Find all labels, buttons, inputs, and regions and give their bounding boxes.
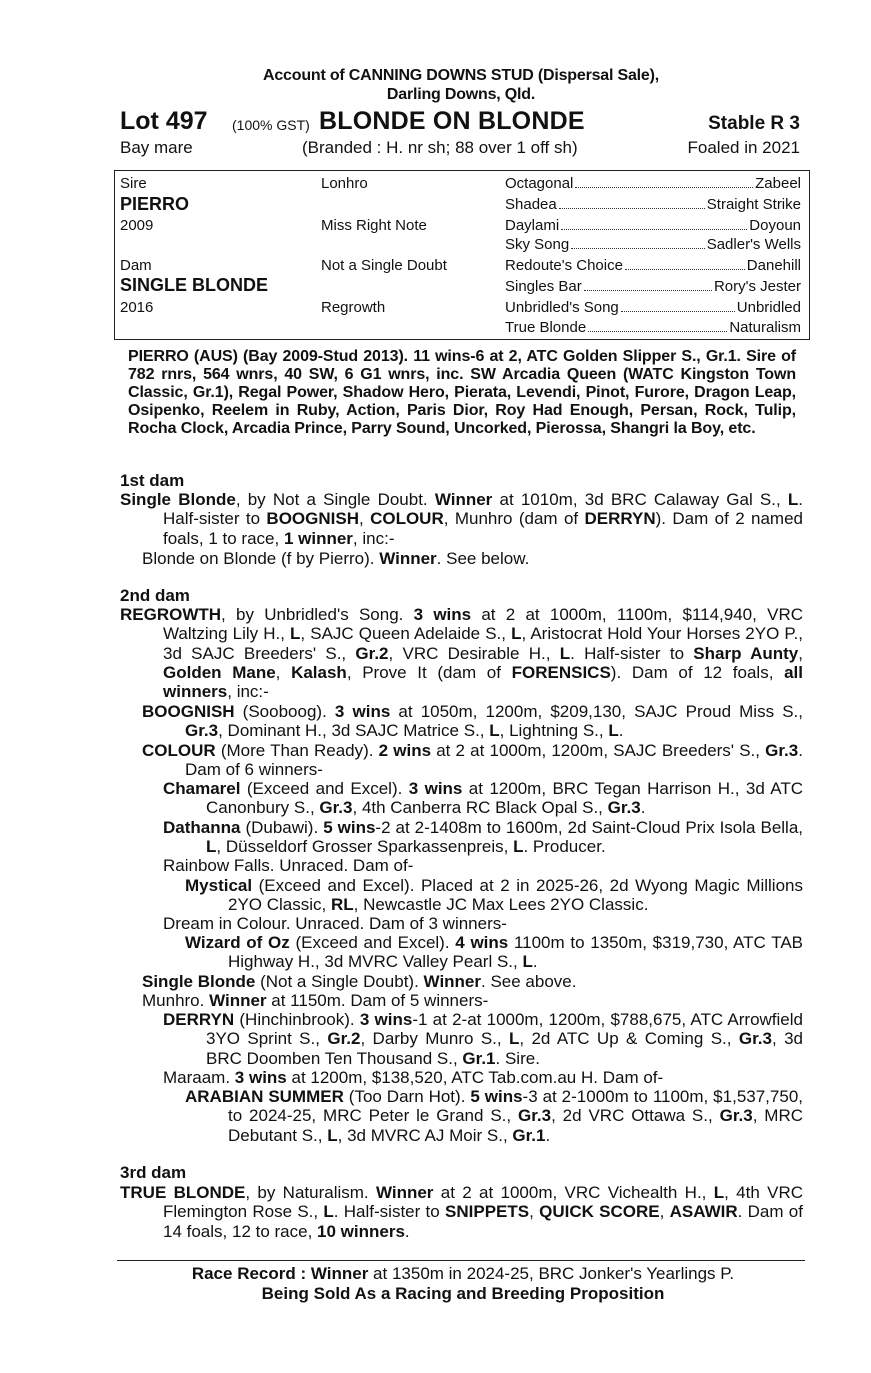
progeny-entry: Dathanna (Dubawi). 5 wins-2 at 2-1408m to 1600m, 2d Saint-Cloud Prix Isola Bella, L, Düsseldorf Grosser Sparkassenpreis, L. Producer.: [163, 818, 804, 857]
progeny-entry: BOOGNISH (Sooboog). 3 wins at 1050m, 1200m, $209,130, SAJC Proud Miss S., Gr.3, Dominant H., 3d SAJC Matrice S., L, Lightning S., L.: [142, 702, 803, 741]
horse-name: BLONDE ON BLONDE: [319, 107, 585, 135]
gen3-name: True Blonde: [505, 319, 587, 336]
gen3-sire: Naturalism: [729, 319, 801, 336]
gen3-name: Shadea: [505, 196, 557, 213]
gen3-sire: Rory's Jester: [713, 278, 801, 295]
gen3-name: Singles Bar: [505, 278, 582, 295]
first-dam-title: 1st dam: [120, 471, 185, 490]
progeny-entry: Dream in Colour. Unraced. Dam of 3 winners-: [163, 914, 507, 933]
vendor-account: [0, 66, 871, 104]
dam-label: Dam: [120, 257, 152, 274]
gen3-row: [505, 175, 801, 192]
sire-description: PIERRO (AUS) (Bay 2009-Stud 2013). 11 wins-6 at 2, ATC Golden Slipper S., Gr.1. Sire of 782 rnrs, 564 wnrs, 40 SW, 6 G1 wnrs, inc. SW Arcadia Queen (WATC Kingston Town Classic, Gr.1), Regal Power, Shadow Hero, Pierata, Levendi, Pinot, Furore, Dragon Leap, Osipenko, Reelem in Ruby, Action, Paris Dior, Roy Had Enough, Persan, Rock, Tulip, Rocha Clock, Arcadia Prince, Parry Sound, Uncorked, Pierossa, Shangri la Boy, etc.: [128, 348, 796, 437]
second-dam-paragraph: REGROWTH, by Unbridled's Song. 3 wins at 2 at 1000m, 1100m, $114,940, VRC Waltzing Lily H., L, SAJC Queen Adelaide S., L, Aristocrat Hold Your Horses 2YO P., 3d SAJC Breeders' S., Gr.2, VRC Desirable H., L. Half-sister to Sharp Aunty, Golden Mane, Kalash, Prove It (dam of FORENSICS). Dam of 12 foals, all winners, inc:-: [120, 605, 803, 702]
progeny-entry: Chamarel (Exceed and Excel). 3 wins at 1200m, BRC Tegan Harrison H., 3d ATC Canonbury S., Gr.3, 4th Canberra RC Black Opal S., Gr.3.: [163, 779, 803, 818]
dam-name: SINGLE BLONDE: [120, 275, 269, 295]
second-dam-title: 2nd dam: [120, 586, 190, 605]
progeny-entry: Mystical (Exceed and Excel). Placed at 2 in 2025-26, 2d Wyong Magic Millions 2YO Classic, RL, Newcastle JC Max Lees 2YO Classic.: [185, 876, 803, 915]
gen3-name: Daylami: [505, 217, 560, 234]
gen3-row: [505, 217, 801, 234]
sire-year: 2009: [120, 217, 154, 234]
gen3-row: [505, 196, 801, 213]
lot-line: [120, 107, 810, 137]
progeny-entry: Single Blonde (Not a Single Doubt). Winner. See above.: [142, 972, 577, 991]
gen3-sire: Unbridled: [736, 299, 801, 316]
stable-location: Stable R 3: [708, 113, 800, 134]
first-dam-progeny: Blonde on Blonde (f by Pierro). Winner. See below.: [142, 549, 530, 568]
dam-year: 2016: [120, 299, 154, 316]
gen3-name: Sky Song: [505, 236, 570, 253]
first-dam-paragraph: Single Blonde, by Not a Single Doubt. Winner at 1010m, 3d BRC Calaway Gal S., L. Half-sister to BOOGNISH, COLOUR, Munhro (dam of DERRYN). Dam of 2 named foals, 1 to race, 1 winner, inc:-: [120, 490, 804, 548]
sire-label: Sire: [120, 175, 147, 192]
dam-dam: Regrowth: [321, 299, 386, 316]
brand-info: (Branded : H. nr sh; 88 over 1 off sh): [302, 138, 578, 157]
lot-number: Lot 497: [120, 107, 208, 135]
gen3-name: Redoute's Choice: [505, 257, 623, 274]
progeny-entry: Munhro. Winner at 1150m. Dam of 5 winners-: [142, 991, 489, 1010]
sale-proposition: Being Sold As a Racing and Breeding Proposition: [261, 1284, 665, 1303]
vendor-line-2: Darling Downs, Qld.: [386, 86, 536, 103]
gen3-sire: Zabeel: [755, 175, 801, 192]
gst-note: (100% GST): [232, 117, 310, 133]
gen3-row: [505, 236, 801, 253]
progeny-entry: Wizard of Oz (Exceed and Excel). 4 wins 1100m to 1350m, $319,730, ATC TAB Highway H., 3d MVRC Valley Pearl S., L.: [185, 933, 803, 972]
gen3-row: [505, 257, 801, 274]
gen3-name: Unbridled's Song: [505, 299, 619, 316]
sire-dam: Miss Right Note: [321, 217, 427, 234]
progeny-entry: DERRYN (Hinchinbrook). 3 wins-1 at 2-at 1000m, 1200m, $788,675, ATC Arrowfield 3YO Sprint S., Gr.2, Darby Munro S., L, 2d ATC Up & Coming S., Gr.3, 3d BRC Doomben Ten Thousand S., Gr.1. Sire.: [163, 1010, 803, 1068]
gen3-name: Octagonal: [505, 175, 574, 192]
sex-colour: Bay mare: [120, 138, 193, 157]
gen3-sire: Danehill: [746, 257, 801, 274]
pedigree-table: [114, 170, 810, 340]
third-dam-title: 3rd dam: [120, 1163, 187, 1182]
sire-name: PIERRO: [120, 194, 190, 214]
progeny-entry: Maraam. 3 wins at 1200m, $138,520, ATC Tab.com.au H. Dam of-: [163, 1068, 664, 1087]
sire-sire: Lonhro: [321, 175, 368, 192]
dam-sire: Not a Single Doubt: [321, 257, 447, 274]
gen3-sire: Doyoun: [749, 217, 801, 234]
third-dam-paragraph: TRUE BLONDE, by Naturalism. Winner at 2 at 1000m, VRC Vichealth H., L, 4th VRC Flemington Rose S., L. Half-sister to SNIPPETS, QUICK SCORE, ASAWIR. Dam of 14 foals, 12 to race, 10 winners.: [120, 1183, 804, 1241]
footer-divider: [117, 1260, 805, 1261]
gen3-sire: Sadler's Wells: [706, 236, 801, 253]
foaled-year: Foaled in 2021: [687, 138, 800, 157]
progeny-entry: ARABIAN SUMMER (Too Darn Hot). 5 wins-3 at 2-1000m to 1100m, $1,537,750, to 2024-25, MRC Peter le Grand S., Gr.3, 2d VRC Ottawa S., Gr.3, MRC Debutant S., L, 3d MVRC AJ Moir S., Gr.1.: [185, 1087, 803, 1145]
gen3-row: [505, 299, 801, 316]
horse-details: [120, 138, 810, 160]
vendor-line-1: Account of CANNING DOWNS STUD (Dispersal Sale),: [263, 67, 659, 84]
gen3-row: [505, 319, 801, 336]
progeny-entry: COLOUR (More Than Ready). 2 wins at 2 at 1000m, 1200m, SAJC Breeders' S., Gr.3. Dam of 6 winners-: [142, 741, 803, 780]
race-record-line: Race Record : Winner at 1350m in 2024-25, BRC Jonker's Yearlings P.: [191, 1264, 735, 1283]
gen3-sire: Straight Strike: [706, 196, 801, 213]
race-record: [120, 1264, 806, 1304]
progeny-entry: Rainbow Falls. Unraced. Dam of-: [163, 856, 414, 875]
gen3-row: [505, 278, 801, 295]
